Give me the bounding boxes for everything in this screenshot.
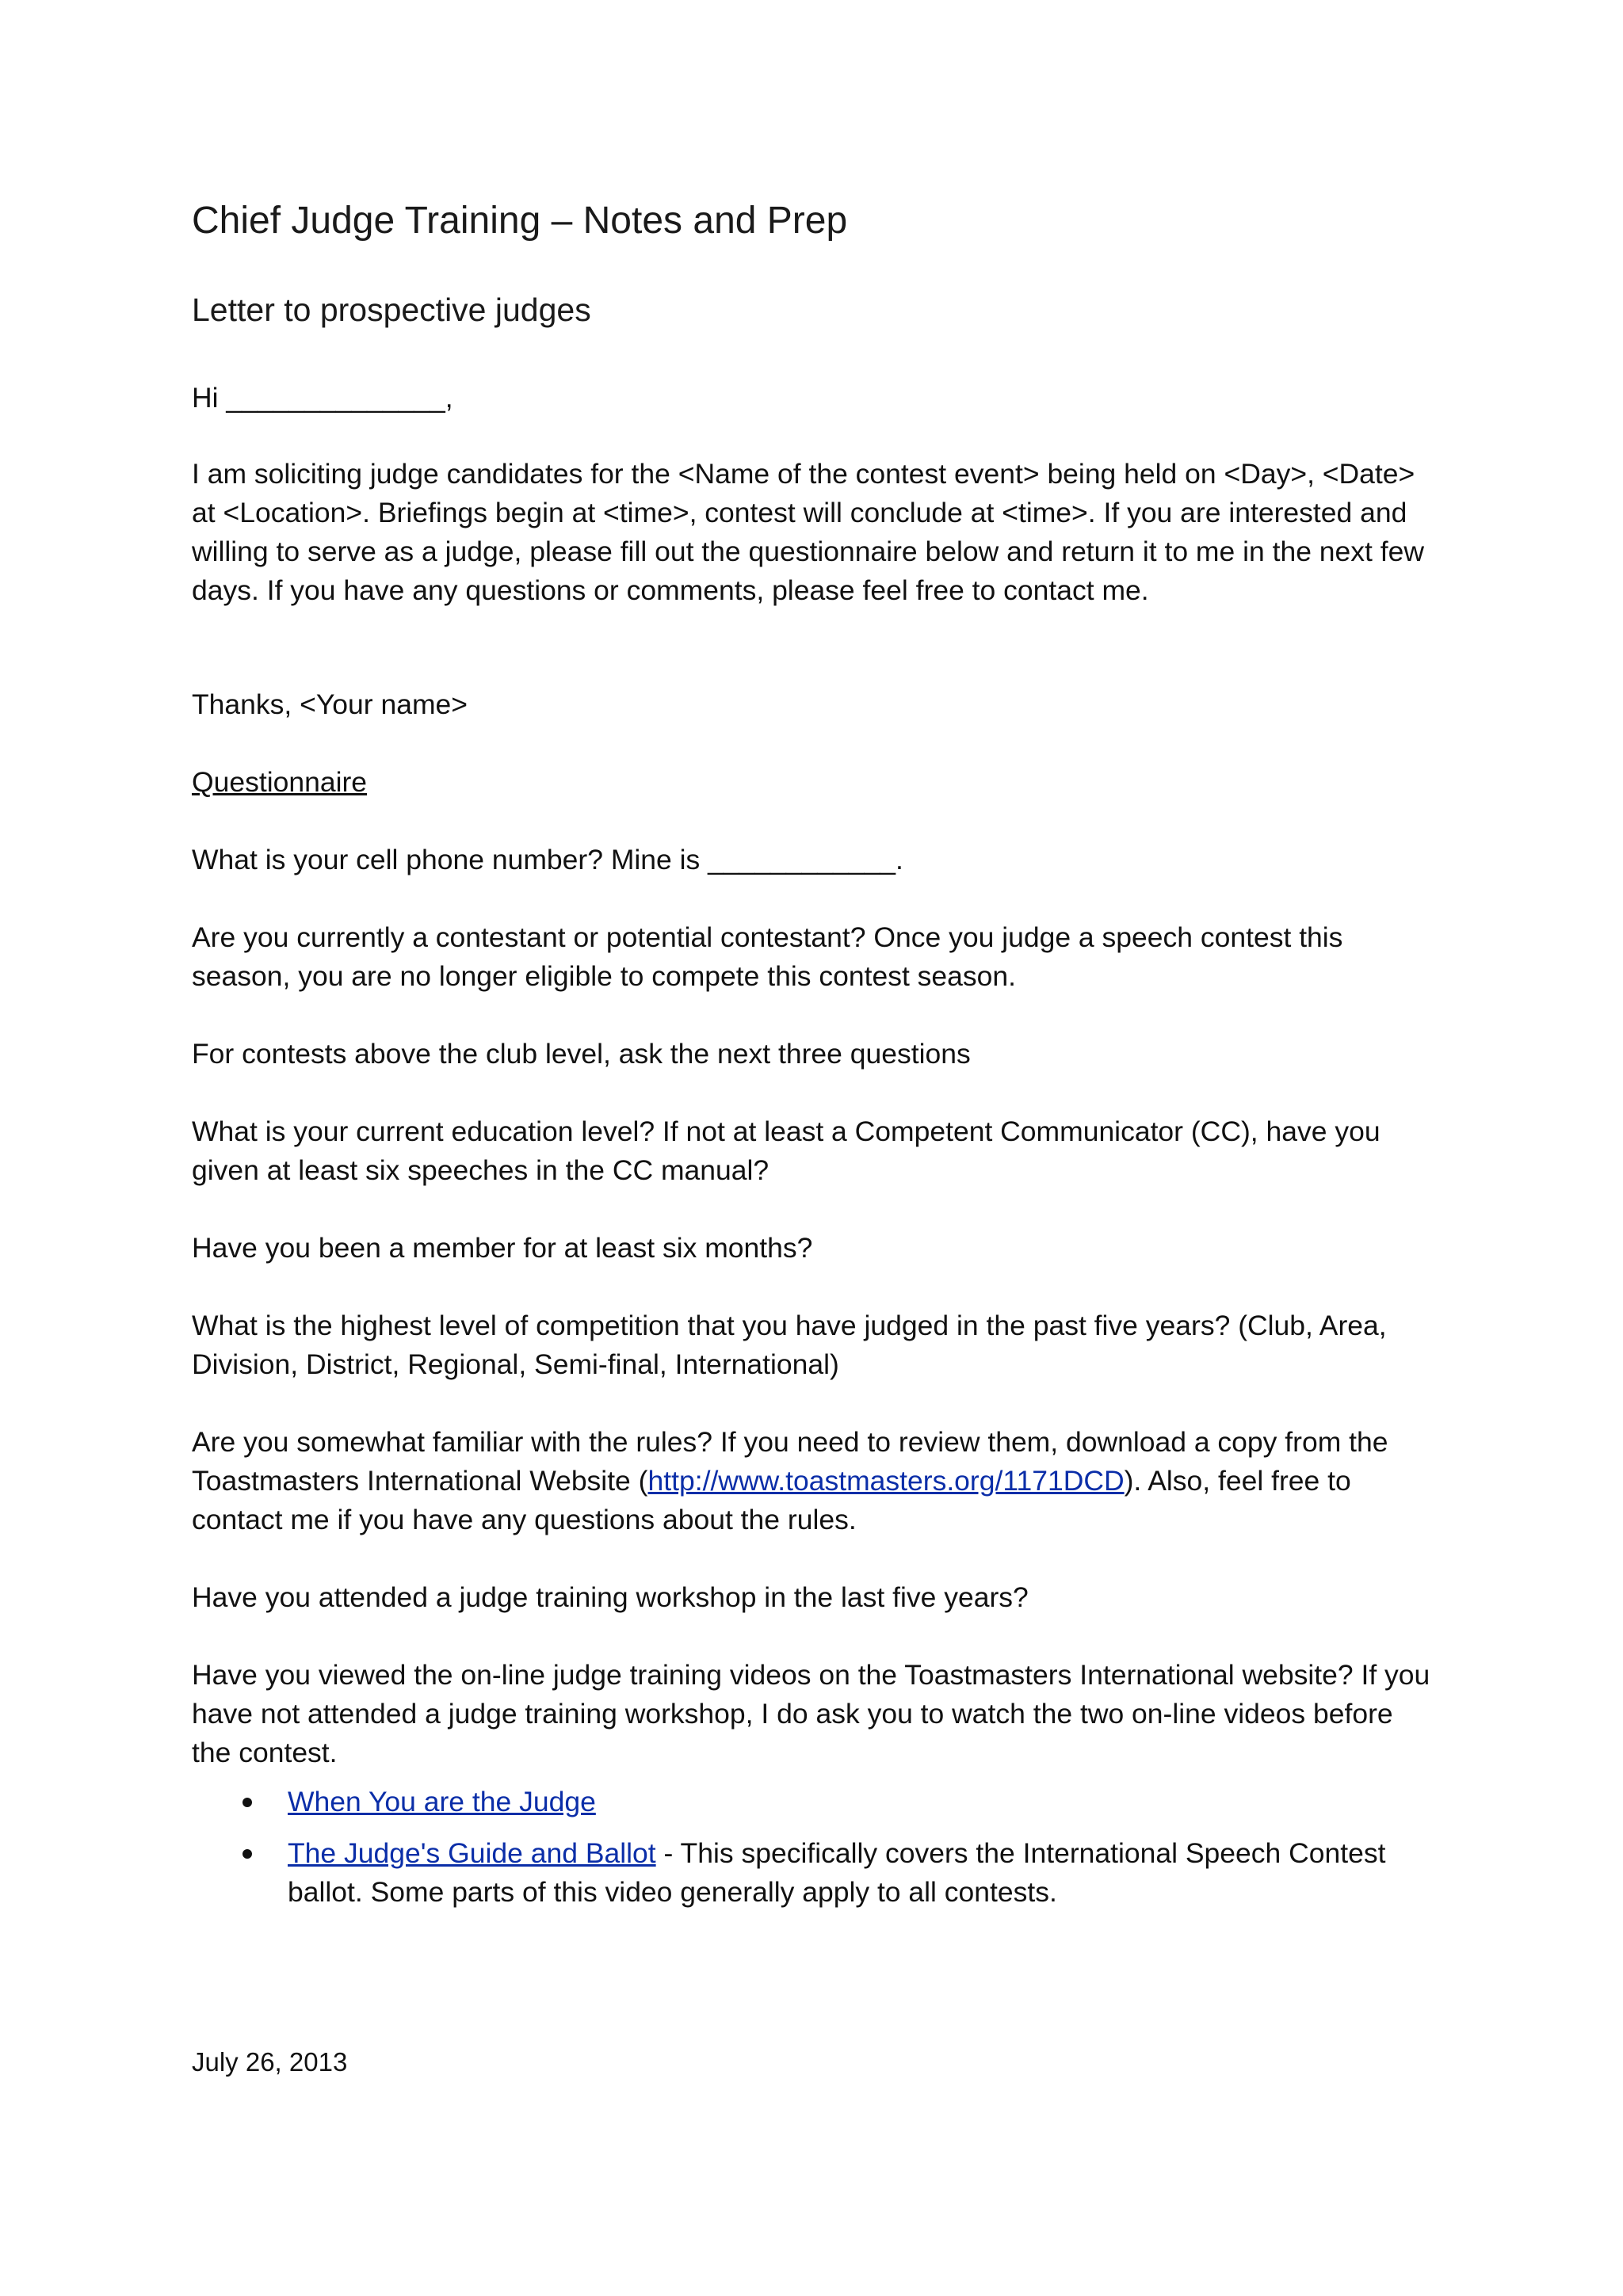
questionnaire-heading: Questionnaire bbox=[192, 766, 368, 798]
question-videos: Have you viewed the on-line judge training videos on the Toastmasters International website? If you have not attended a judge training workshop, I do ask you to watch the two on-line videos before the contest. bbox=[192, 1659, 1430, 1768]
question-member: Have you been a member for at least six months? bbox=[192, 1232, 813, 1264]
question-workshop: Have you attended a judge training workshop in the last five years? bbox=[192, 1581, 1029, 1613]
question-rules-text-before: Are you somewhat familiar with the rules? If you need to review them, download a copy from the Toastmasters International Website ( bbox=[192, 1426, 1388, 1497]
question-phone: What is your cell phone number? Mine is ____________. bbox=[192, 844, 903, 875]
question-education: What is your current education level? If not at least a Competent Communicator (CC), have you given at least six speeches in the CC manual? bbox=[192, 1116, 1381, 1186]
note-above-club: For contests above the club level, ask the next three questions bbox=[192, 1038, 971, 1070]
rules-link[interactable]: http://www.toastmasters.org/1171DCD bbox=[647, 1465, 1125, 1497]
list-item bbox=[192, 1783, 1436, 1821]
video-link-list bbox=[192, 1783, 1436, 1924]
footer-date: July 26, 2013 bbox=[192, 2047, 348, 2077]
video-link-when-you-are-the-judge[interactable]: When You are the Judge bbox=[288, 1786, 596, 1817]
question-rules-text-after: ). Also, feel free to contact me if you have any questions about the rules. bbox=[192, 1465, 1351, 1535]
page-title: Chief Judge Training – Notes and Prep bbox=[192, 200, 848, 242]
greeting: Hi ______________, bbox=[192, 382, 453, 414]
list-item bbox=[192, 1834, 1436, 1912]
video-link-judges-guide-and-ballot[interactable]: The Judge's Guide and Ballot bbox=[288, 1837, 656, 1869]
question-highest-level: What is the highest level of competition that you have judged in the past five years? (Club, Area, Division, District, Regional, Semi-final, International) bbox=[192, 1310, 1387, 1380]
intro-paragraph: I am soliciting judge candidates for the <Name of the contest event> being held on <Day>, <Date> at <Location>. Briefings begin at <time>, contest will conclude at <time>. If you are interested and willing to serve as a judge, please fill out the questionnaire below and return it to me in the next few days. If you have any questions or comments, please feel free to contact me. bbox=[192, 458, 1425, 606]
section-subtitle: Letter to prospective judges bbox=[192, 292, 591, 328]
question-rules bbox=[192, 1423, 1436, 1539]
signoff: Thanks, <Your name> bbox=[192, 688, 468, 720]
bullet-icon bbox=[242, 1798, 252, 1807]
question-contestant: Are you currently a contestant or potential contestant? Once you judge a speech contest this season, you are no longer eligible to compete this contest season. bbox=[192, 921, 1343, 992]
video-link-description: - This specifically covers the International Speech Contest ballot. Some parts of this video generally apply to all contests. bbox=[288, 1837, 1386, 1908]
bullet-icon bbox=[242, 1849, 252, 1859]
